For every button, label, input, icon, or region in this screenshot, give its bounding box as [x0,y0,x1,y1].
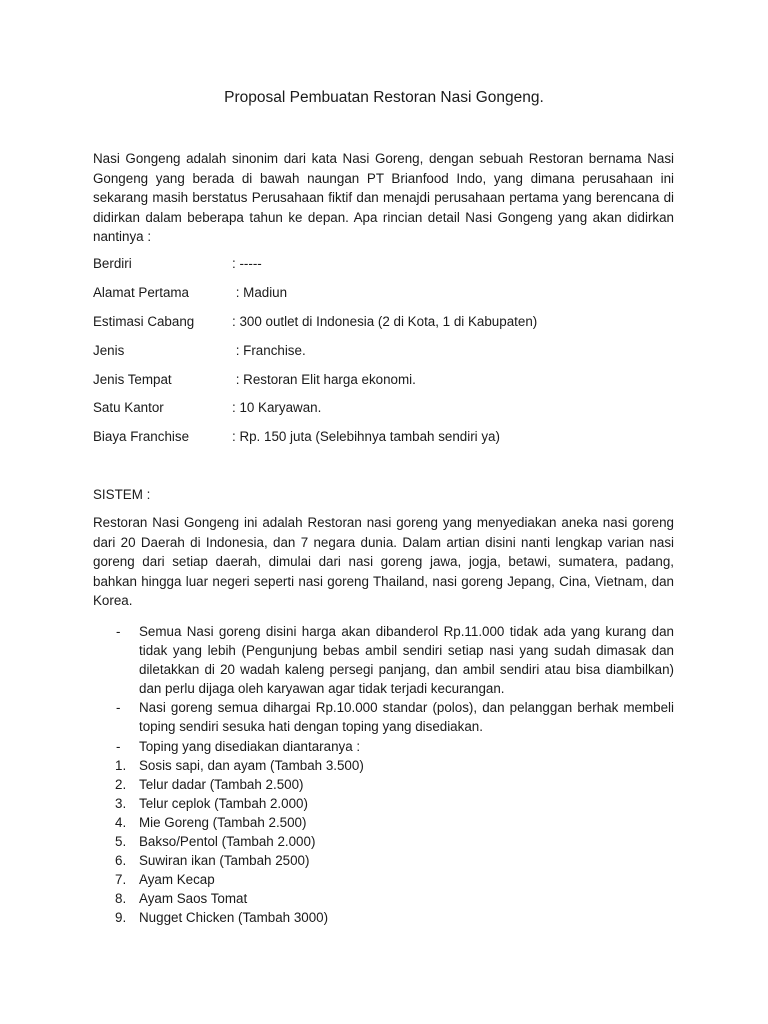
detail-row-jenis-tempat [93,370,674,399]
list-item-text: Bakso/Pentol (Tambah 2.000) [139,834,316,850]
list-item-text: Suwiran ikan (Tambah 2500) [139,853,310,869]
detail-label: Berdiri [93,256,132,271]
intro-text: Nasi Gongeng adalah sinonim dari kata Nasi Goreng, dengan sebuah Restoran bernama Nasi Gongeng yang berada di bawah naungan PT Brianfood Indo, yang dimana perusahaan ini sekarang masih berstatus Perusahaan fiktif dan menajdi perusahaan pertama yang berencana di didirkan dalam beberapa tahun ke depan. Apa rincian detail Nasi Gongeng yang akan didirkan nantinya : [93,151,674,245]
list-item-text: Nasi goreng semua dihargai Rp.10.000 standar (polos), dan pelanggan berhak membeli toping sendiri sesuka hati dengan toping yang disediakan. [139,700,674,735]
list-item [93,813,674,832]
list-item-text: Toping yang disediakan diantaranya : [139,738,361,754]
intro-paragraph [93,149,674,247]
list-item [93,622,674,698]
sistem-text: Restoran Nasi Gongeng ini adalah Restoran nasi goreng yang menyediakan aneka nasi goreng dari 20 Daerah di Indonesia, dan 7 negara dunia. Dalam artian disini nanti lengkap varian nasi goreng dari setiap daerah, dimulai dari nasi goreng jawa, jogja, betawi, sumatera, padang, bahkan hingga luar negeri seperti nasi goreng Thailand, nasi goreng Jepang, Cina, Vietnam, dan Korea. [93,515,674,609]
detail-row-estimasi-cabang [93,312,674,341]
list-number: 1. [115,757,127,773]
list-item [93,737,674,756]
sistem-paragraph [93,513,674,611]
list-number: 6. [115,853,127,869]
list-item [93,832,674,851]
list-number: 5. [115,834,127,850]
sistem-heading: SISTEM : [93,487,151,502]
list-item [93,698,674,736]
detail-value: : Madiun [232,284,288,300]
bullet-dash: - [116,624,121,639]
list-item [93,870,674,889]
list-item-text: Ayam Kecap [139,872,215,888]
detail-value: : ----- [232,256,262,271]
bullet-dash: - [116,700,121,716]
list-item-text: Telur ceplok (Tambah 2.000) [139,795,308,811]
list-number: 7. [115,872,127,888]
list-item-text: Ayam Saos Tomat [139,891,248,907]
list-number: 4. [115,814,127,830]
details-list [93,254,674,456]
detail-value: : 300 outlet di Indonesia (2 di Kota, 1 di Kabupaten) [232,313,538,329]
detail-label: Estimasi Cabang [93,313,195,329]
list-item-text: Nugget Chicken (Tambah 3000) [139,910,329,926]
list-number: 2. [115,776,127,792]
list-item-text: Sosis sapi, dan ayam (Tambah 3.500) [139,757,364,773]
detail-row-jenis [93,341,674,370]
detail-label: Biaya Franchise [93,429,190,445]
detail-value: : Restoran Elit harga ekonomi. [232,371,416,387]
document-title: Proposal Pembuatan Restoran Nasi Gongeng. [224,89,544,106]
list-item [93,851,674,870]
list-item [93,756,674,775]
detail-row-biaya-franchise [93,427,674,456]
detail-value: : Franchise. [232,342,306,358]
detail-label: Satu Kantor [93,400,164,416]
list-item [93,889,674,908]
list-number: 3. [115,795,127,811]
detail-label: Jenis [93,342,125,358]
list-item-text: Mie Goreng (Tambah 2.500) [139,814,307,830]
list-item [93,908,674,927]
list-item-text: Semua Nasi goreng disini harga akan dibanderol Rp.11.000 tidak ada yang kurang dan tidak yang lebih (Pengunjung bebas ambil sendiri setiap nasi yang sudah dimasak dan diletakkan di 20 wadah kaleng persegi panjang, dan ambil sendiri atau bisa diambilkan) dan perlu dijaga oleh karyawan agar tidak terjadi kecurangan. [139,624,674,697]
detail-label: Jenis Tempat [93,371,172,387]
detail-row-berdiri [93,254,674,283]
detail-value: : 10 Karyawan. [232,400,322,416]
list-item-text: Telur dadar (Tambah 2.500) [139,776,304,792]
list-item [93,794,674,813]
list-number: 8. [115,891,127,907]
detail-row-alamat-pertama [93,283,674,312]
detail-row-satu-kantor [93,398,674,427]
bullet-dash: - [116,738,121,754]
list-number: 9. [115,910,127,926]
detail-value: : Rp. 150 juta (Selebihnya tambah sendiri ya) [232,429,500,445]
menu-list [93,622,674,928]
list-item [93,775,674,794]
detail-label: Alamat Pertama [93,284,190,300]
